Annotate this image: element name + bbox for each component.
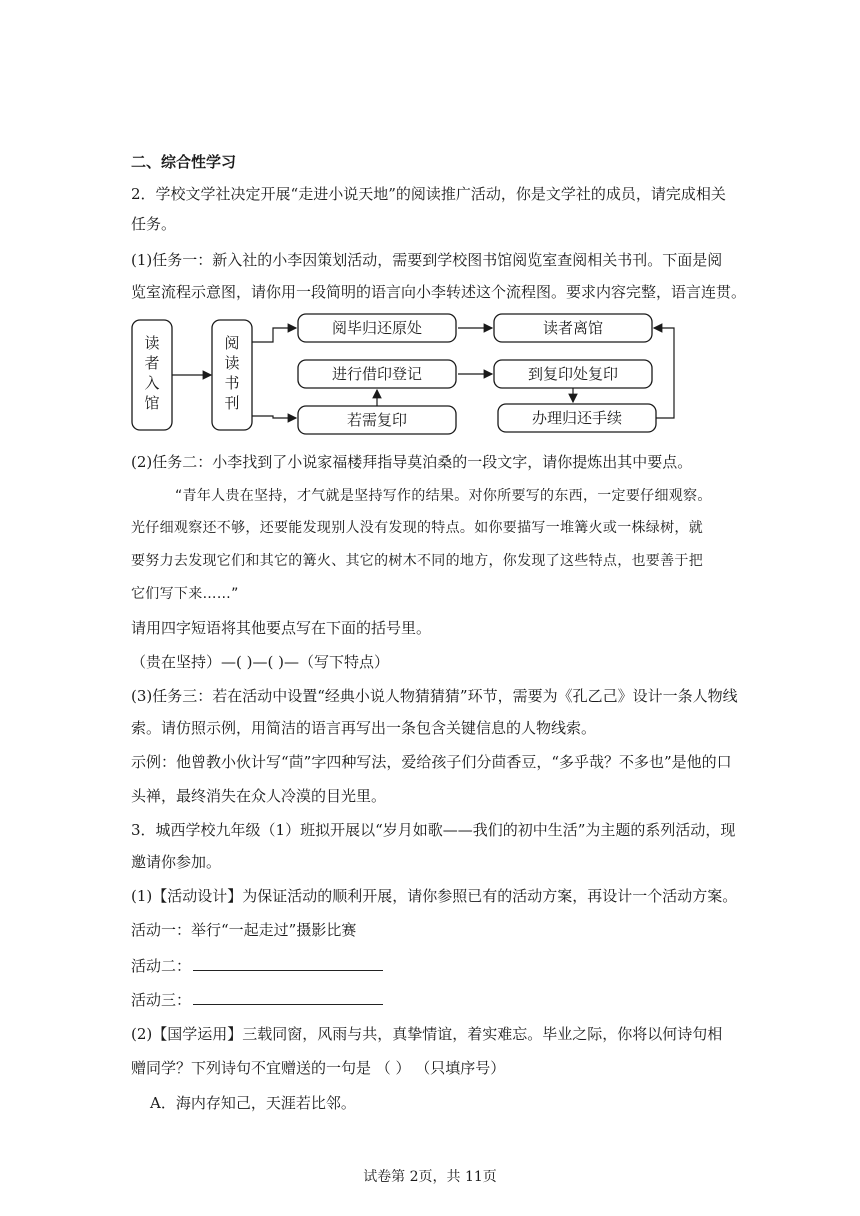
q3-intro-line-2: 邀请你参加。	[131, 853, 222, 871]
svg-text:馆: 馆	[144, 394, 160, 412]
quote-line-1: “青年人贵在坚持，才气就是坚持写作的结果。对你所要写的东西，一定要仔细观察。	[175, 488, 712, 504]
box-enter-label: 读	[144, 334, 160, 352]
design-line: (1)【活动设计】为保证活动的顺利开展，请你参照已有的活动方案，再设计一个活动方案。	[131, 887, 738, 905]
quote-line-2: 光仔细观察还不够，还要能发现别人没有发现的特点。如你要描写一堆篝火或一株绿树，就	[131, 520, 703, 536]
svg-text:书: 书	[224, 374, 240, 392]
activity-2-blank[interactable]	[193, 956, 383, 971]
svg-text:入: 入	[144, 374, 160, 392]
q3-intro-line-1: 3．城西学校九年级（1）班拟开展以“岁月如歌——我们的初中生活”为主题的系列活动，现	[131, 821, 736, 839]
guoxue-line-1: (2)【国学运用】三载同窗，风雨与共，真挚情谊，着实难忘。毕业之际，你将以何诗句相	[131, 1025, 723, 1043]
q2-intro-line-1: 2．学校文学社决定开展“走进小说天地”的阅读推广活动，你是文学社的成员，请完成相关	[131, 185, 726, 203]
activity-3-blank[interactable]	[193, 990, 383, 1005]
answer-line: （贵在坚持）—( )—( )—（写下特点）	[131, 653, 389, 671]
svg-text:刊: 刊	[224, 394, 240, 412]
task1-line-2: 览室流程示意图，请你用一段简明的语言向小李转述这个流程图。要求内容完整，语言连贯。	[131, 283, 747, 301]
task1-line-1: (1)任务一：新入社的小李因策划活动，需要到学校图书馆阅览室查阅相关书刊。下面是阅	[131, 251, 723, 269]
q2-intro-line-2: 任务。	[131, 215, 177, 233]
arrow-procedure-to-leave	[654, 328, 674, 418]
box-read-label: 阅	[224, 334, 240, 352]
guoxue-line-2: 赠同学？下列诗句不宜赠送的一句是 （ ） （只填序号）	[131, 1059, 506, 1077]
label-return-place: 阅毕归还原处	[331, 319, 423, 337]
label-borrow-register: 进行借印登记	[331, 365, 423, 383]
quote-line-3: 要努力去发现它们和其它的篝火、其它的树木不同的地方，你发现了这些特点，也要善于把	[131, 553, 703, 569]
activity-2-label: 活动二：	[131, 957, 192, 975]
task3-line-1: (3)任务三：若在活动中设置“经典小说人物猜猜猜”环节，需要为《孔乙己》设计一条人物线	[131, 687, 738, 705]
svg-text:读: 读	[224, 354, 240, 372]
activity-3-label: 活动三：	[131, 991, 192, 1009]
task2-line: (2)任务二：小李找到了小说家福楼拜指导莫泊桑的一段文字，请你提炼出其中要点。	[131, 453, 693, 471]
example-line-2: 头禅，最终消失在众人冷漠的目光里。	[131, 787, 387, 805]
label-leave: 读者离馆	[542, 319, 604, 337]
page-footer: 试卷第 2页，共 11页	[363, 1169, 497, 1185]
activity-1: 活动一：举行“一起走过”摄影比赛	[131, 921, 357, 939]
task3-line-2: 索。请仿照示例，用简洁的语言再写出一条包含关键信息的人物线索。	[131, 719, 597, 737]
label-copy-at: 到复印处复印	[527, 365, 619, 383]
arrow-read-to-copy	[252, 416, 296, 418]
label-need-copy: 若需复印	[346, 411, 408, 429]
instruction-line: 请用四字短语将其他要点写在下面的括号里。	[131, 619, 432, 637]
quote-line-4: 它们写下来……”	[131, 586, 239, 602]
section-title: 二、综合性学习	[131, 153, 237, 171]
example-line-1: 示例：他曾教小伙计写“茴”字四种写法，爱给孩子们分茴香豆，“多乎哉？不多也”是他的口	[131, 753, 732, 771]
arrow-read-to-return	[252, 328, 296, 342]
option-a: A．海内存知己，天涯若比邻。	[150, 1094, 356, 1112]
activity-2-row	[131, 956, 383, 976]
label-return-procedure: 办理归还手续	[531, 409, 623, 427]
svg-text:者: 者	[144, 354, 160, 372]
reading-room-flowchart	[128, 310, 688, 440]
activity-3-row	[131, 990, 383, 1010]
